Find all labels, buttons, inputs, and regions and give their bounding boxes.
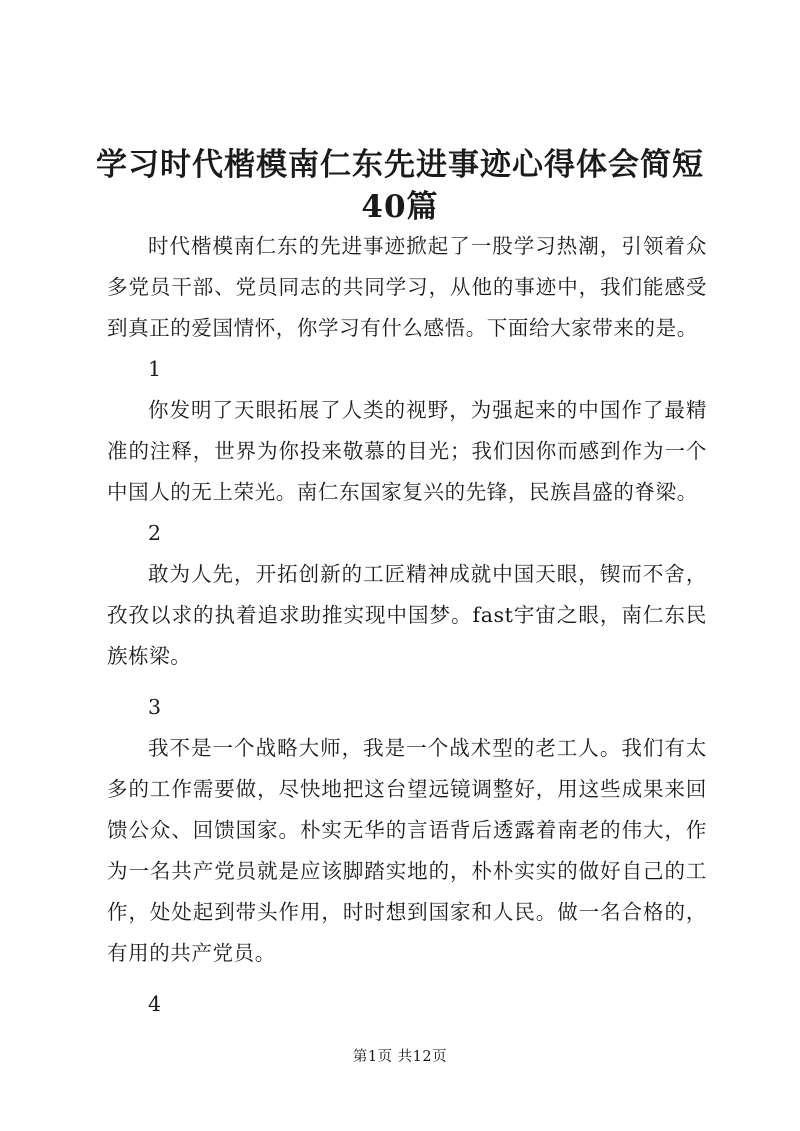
document-body xyxy=(107,226,707,1025)
document-title-line1: 学习时代楷模南仁东先进事迹心得体会简短 xyxy=(96,147,704,183)
intro-paragraph: 时代楷模南仁东的先进事迹掀起了一股学习热潮，引领着众多党员干部、党员同志的共同学习，从他的事迹中，我们能感受到真正的爱国情怀，你学习有什么感悟。下面给大家带来的是。 xyxy=(107,234,707,340)
page-footer: 第1页 共12页 xyxy=(352,1049,448,1065)
section-number: 2 xyxy=(148,521,162,545)
section-paragraph: 敢为人先，开拓创新的工匠精神成就中国天眼，锲而不舍，孜孜以求的执着追求助推实现中国梦。fast宇宙之眼，南仁东民族栋梁。 xyxy=(107,562,707,668)
section-number: 3 xyxy=(148,695,162,719)
section-number: 4 xyxy=(148,992,162,1016)
document-title-line2: 40篇 xyxy=(361,189,439,225)
section-paragraph: 你发明了天眼拓展了人类的视野，为强起来的中国作了最精准的注释，世界为你投来敬慕的目光；我们因你而感到作为一个中国人的无上荣光。南仁东国家复兴的先锋，民族昌盛的脊梁。 xyxy=(107,398,707,504)
section-paragraph: 我不是一个战略大师，我是一个战术型的老工人。我们有太多的工作需要做，尽快地把这台望远镜调整好，用这些成果来回馈公众、回馈国家。朴实无华的言语背后透露着南老的伟大，作为一名共产党员就是应该脚踏实地的，朴朴实实的做好自己的工作，处处起到带头作用，时时想到国家和人民。做一名合格的，有用的共产党员。 xyxy=(107,736,707,965)
section-number: 1 xyxy=(148,357,162,381)
